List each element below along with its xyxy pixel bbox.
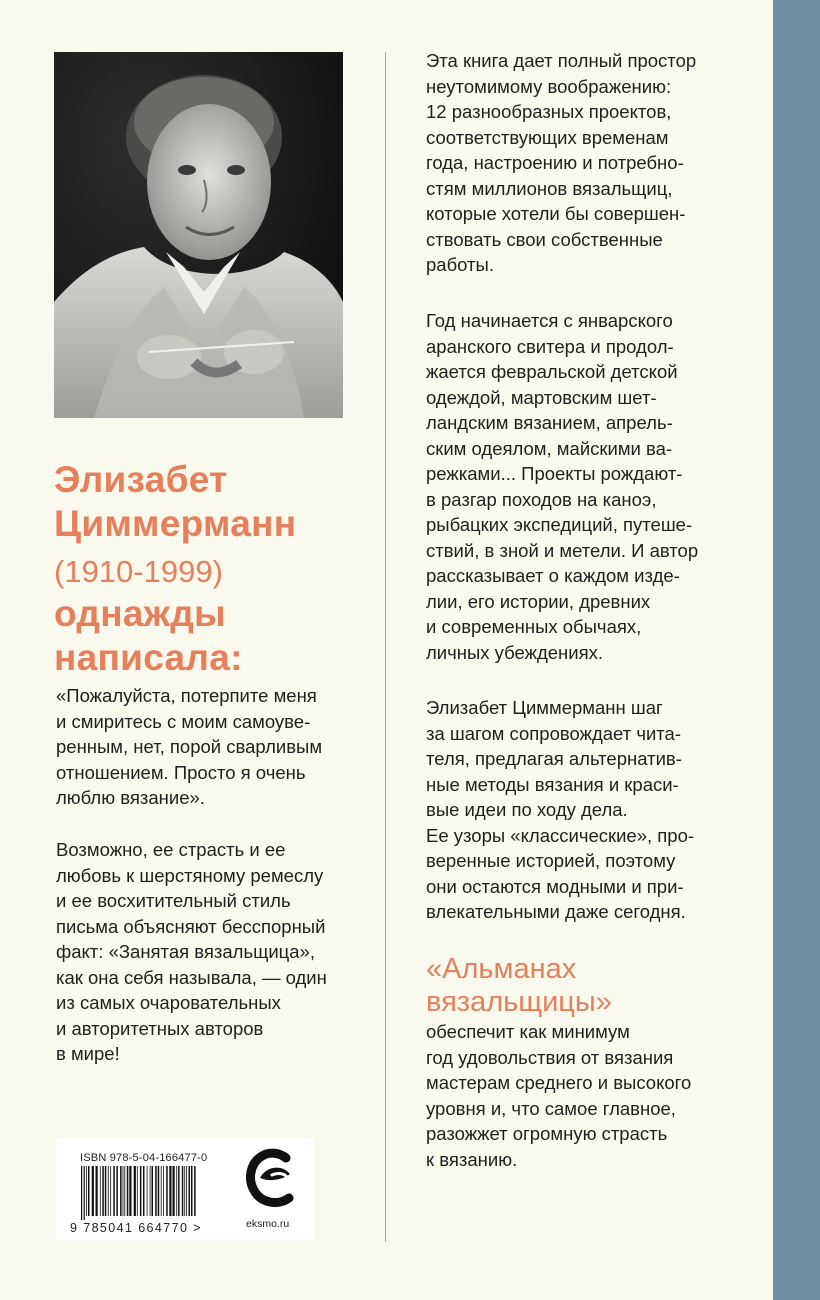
text-line: рыбацких экспедиций, путеше-	[426, 514, 693, 535]
author-photo	[54, 52, 343, 418]
text-line: Элизабет Циммерманн шаг	[426, 697, 663, 718]
text-line: обеспечит как минимум	[426, 1021, 630, 1042]
text-line: лии, его истории, древних	[426, 590, 651, 612]
heading-line: однажды	[54, 593, 226, 634]
text-line: теля, предлагая альтернатив-	[426, 748, 682, 769]
barcode-bar	[150, 1166, 151, 1216]
barcode-bar	[81, 1166, 82, 1220]
barcode-bar	[178, 1166, 180, 1216]
text-line: 12 разнообразных проектов,	[426, 101, 672, 122]
text-line: ландским вязанием, апрель-	[426, 412, 673, 433]
author-name	[54, 458, 296, 546]
text-line: неутомимому воображению:	[426, 75, 672, 97]
text-line: «Пожалуйста, потерпите меня	[56, 685, 317, 706]
text-line: Ее узоры «классические», про-	[426, 824, 695, 846]
title-line: вязальщицы»	[426, 986, 612, 1018]
barcode-bar	[161, 1166, 162, 1216]
text-line: в разгар походов на каноэ,	[426, 488, 657, 510]
barcode-bar	[105, 1166, 107, 1216]
text-line: к вязанию.	[426, 1148, 518, 1170]
text-line: личных убеждениях.	[426, 641, 604, 663]
text-line: ским одеялом, майскими ва-	[426, 437, 673, 459]
barcode-bar	[152, 1166, 154, 1216]
barcode-bar	[173, 1166, 175, 1216]
book-description-intro	[426, 48, 766, 278]
barcode-bar	[124, 1166, 125, 1216]
book-description-projects	[426, 308, 766, 665]
barcode-bar	[96, 1166, 98, 1216]
text-line: ствий, в зной и метели. И автор	[426, 539, 699, 561]
barcode-bar	[116, 1166, 118, 1216]
text-line: вые идеи по ходу дела.	[426, 799, 628, 820]
text-line: факт: «Занятая вязальщица»,	[56, 941, 315, 962]
barcode-bar	[143, 1166, 145, 1216]
barcode-digits: 9 785041 664770 >	[70, 1221, 202, 1235]
text-line: как она себя называла, — один	[56, 966, 327, 988]
text-line: аранского свитера и продол-	[426, 335, 674, 357]
barcode-bar	[102, 1166, 104, 1216]
text-line: веренные историей, поэтому	[426, 850, 676, 871]
text-line: жается февральской детской	[426, 361, 678, 382]
barcode-bar	[191, 1166, 193, 1216]
barcode-bar	[113, 1166, 115, 1216]
barcode-bar	[155, 1166, 157, 1216]
text-line: Эта книга дает полный простор	[426, 50, 697, 71]
barcode-bar	[182, 1166, 184, 1216]
barcode-bar	[120, 1166, 122, 1216]
barcode-bars	[79, 1166, 203, 1220]
barcode-bar	[129, 1166, 131, 1216]
author-name-line: Элизабет	[54, 459, 228, 500]
text-line: одеждой, мартовским шет-	[426, 386, 657, 408]
barcode-bar	[163, 1166, 164, 1216]
text-line: разожжет огромную страсть	[426, 1123, 668, 1144]
barcode-bar	[189, 1166, 191, 1216]
author-description	[56, 837, 376, 1067]
barcode-panel	[56, 1138, 314, 1240]
barcode-bar	[140, 1166, 142, 1216]
barcode-bar	[110, 1166, 111, 1216]
barcode-bar	[194, 1166, 196, 1216]
heading-line: написала:	[54, 637, 243, 678]
text-line: рассказывает о каждом изде-	[426, 565, 680, 586]
text-line: режками... Проекты рождают-	[426, 463, 683, 484]
isbn-label: ISBN 978-5-04-166477-0	[80, 1152, 208, 1164]
barcode-bar	[147, 1166, 148, 1216]
text-line: работы.	[426, 254, 494, 275]
barcode-bar	[134, 1166, 136, 1216]
publisher-url: eksmo.ru	[246, 1218, 290, 1230]
text-line: и смиритесь с моим самоуве-	[56, 710, 311, 732]
text-line: мастерам среднего и высокого	[426, 1072, 692, 1093]
text-line: из самых очаровательных	[56, 992, 281, 1013]
text-line: люблю вязание».	[56, 787, 205, 808]
barcode-bar	[169, 1166, 171, 1216]
barcode-bar	[184, 1166, 185, 1216]
barcode-bar	[127, 1166, 129, 1216]
barcode-bar	[92, 1166, 94, 1216]
text-line: ренным, нет, порой сварливым	[56, 736, 323, 757]
text-line: стям миллионов вязальщиц,	[426, 177, 673, 199]
text-line: ные методы вязания и краси-	[426, 773, 679, 795]
author-years: (1910-1999)	[54, 554, 223, 589]
column-divider	[385, 52, 386, 1242]
book-description-closing	[426, 1019, 766, 1172]
text-line: они остаются модными и при-	[426, 875, 684, 897]
text-line: письма объясняют бесспорный	[56, 915, 326, 937]
text-line: Возможно, ее страсть и ее	[56, 839, 286, 860]
text-line: Год начинается с январского	[426, 310, 673, 331]
barcode-bar	[123, 1166, 124, 1216]
book-title-callout	[426, 953, 612, 1019]
text-line: года, настроению и потребно-	[426, 152, 684, 173]
text-line: соответствующих временам	[426, 126, 669, 148]
eksmo-logo-icon	[242, 1148, 304, 1210]
barcode-bar	[137, 1166, 138, 1216]
text-line: и ее восхитительный стиль	[56, 890, 291, 911]
barcode-bar	[88, 1166, 90, 1216]
author-name-line: Циммерманн	[54, 503, 297, 544]
signature: ~	[304, 403, 312, 413]
barcode-bar	[84, 1166, 85, 1220]
barcode-bar	[100, 1166, 101, 1216]
text-line: за шагом сопровождает чита-	[426, 722, 682, 744]
author-intro-heading	[54, 592, 243, 680]
text-line: отношением. Просто я очень	[56, 761, 306, 783]
barcode-bar	[108, 1166, 109, 1216]
title-line: «Альманах	[426, 953, 577, 985]
barcode-bar	[166, 1166, 168, 1216]
text-line: и авторитетных авторов	[56, 1017, 264, 1039]
text-line: в мире!	[56, 1043, 120, 1064]
book-description-method	[426, 695, 766, 925]
text-line: ствовать свои собственные	[426, 228, 663, 250]
barcode-bar	[158, 1166, 160, 1216]
barcode-bar	[176, 1166, 177, 1216]
text-line: которые хотели бы совершен-	[426, 203, 686, 224]
book-spine	[773, 0, 820, 1300]
author-quote	[56, 683, 376, 811]
text-line: любовь к шерстяному ремеслу	[56, 864, 324, 886]
text-line: влекательными даже сегодня.	[426, 901, 686, 922]
text-line: уровня и, что самое главное,	[426, 1097, 676, 1119]
text-line: год удовольствия от вязания	[426, 1046, 674, 1068]
barcode-bar	[186, 1166, 187, 1216]
barcode-bar	[86, 1166, 87, 1216]
text-line: и современных обычаях,	[426, 616, 642, 637]
